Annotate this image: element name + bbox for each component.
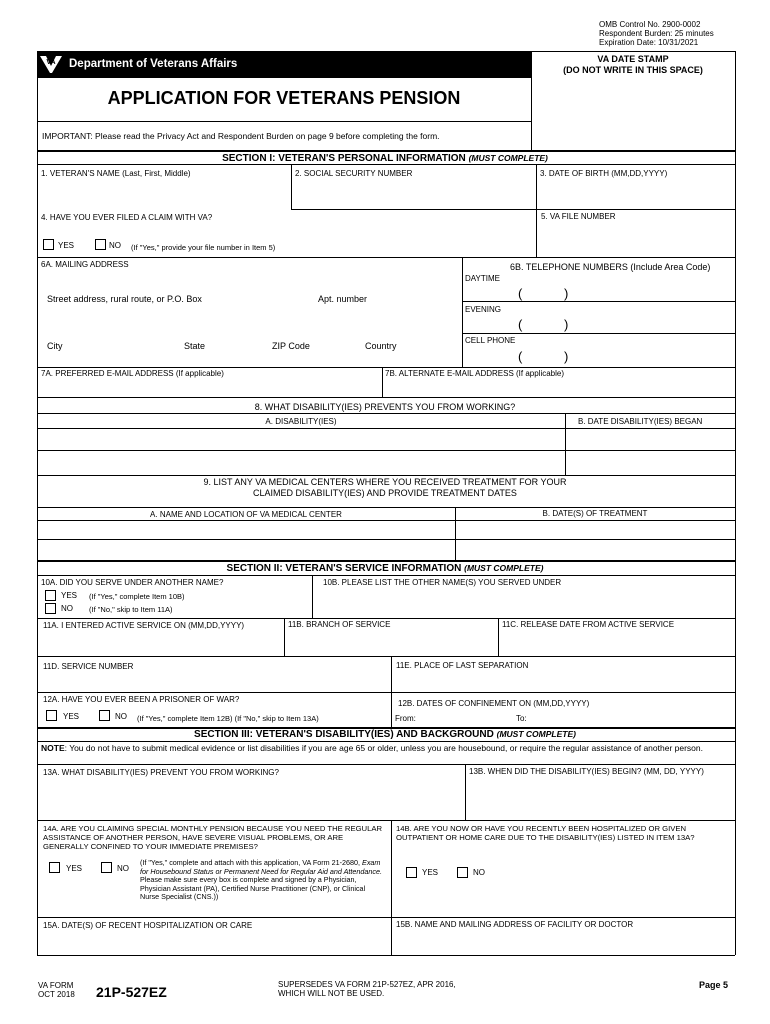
daytime-label: DAYTIME (465, 274, 500, 283)
field14b-label: 14B. ARE YOU NOW OR HAVE YOU RECENTLY BEEN HOSPITALIZED OR GIVEN OUTPATIENT OR HOME CARE DUE TO THE DISABILITY(IES) LISTED IN ITEM 13A? (396, 824, 695, 842)
zip-label: ZIP Code (272, 341, 310, 351)
field10b-label: 10B. PLEASE LIST THE OTHER NAME(S) YOU SERVED UNDER (323, 578, 562, 587)
footer-supersedes-2: WHICH WILL NOT BE USED. (278, 989, 385, 998)
va-logo-icon (39, 53, 63, 75)
footer-supersedes-1: SUPERSEDES VA FORM 21P-527EZ, APR 2016, (278, 980, 456, 989)
field9b-label: B. DATE(S) OF TREATMENT (542, 509, 648, 518)
agency-name: Department of Veterans Affairs (69, 58, 238, 70)
evening-label: EVENING (465, 305, 502, 314)
pow-yes-checkbox[interactable] (46, 710, 57, 721)
field11d-label: 11D. SERVICE NUMBER (43, 662, 134, 671)
confinement-to-label: To: (516, 714, 527, 723)
section3-heading: SECTION III: VETERAN'S DISABILITY(IES) AND BACKGROUND (MUST COMPLETE) (194, 729, 576, 740)
stamp-title: VA DATE STAMP (597, 54, 669, 64)
field13b-label: 13B. WHEN DID THE DISABILITY(IES) BEGIN? (MM, DD, YYYY) (469, 767, 704, 776)
field12b-label: 12B. DATES OF CONFINEMENT ON (MM,DD,YYYY) (398, 699, 590, 708)
field4-label: 4. HAVE YOU EVER FILED A CLAIM WITH VA? (41, 213, 213, 222)
other-name-yes-checkbox[interactable] (45, 590, 56, 601)
claim-note: (If "Yes," provide your file number in Item 5) (131, 243, 276, 252)
omb-control: OMB Control No. 2900-0002 (599, 20, 701, 29)
claim-no-checkbox[interactable] (95, 239, 106, 250)
field6b-label: 6B. TELEPHONE NUMBERS (Include Area Code) (510, 262, 711, 272)
footer-page: Page 5 (699, 980, 729, 990)
section2-heading: SECTION II: VETERAN'S SERVICE INFORMATION (MUST COMPLETE) (226, 563, 544, 574)
footer-va-form: VA FORM (38, 981, 74, 990)
street-label: Street address, rural route, or P.O. Box (47, 294, 202, 304)
field12a-label: 12A. HAVE YOU EVER BEEN A PRISONER OF WAR? (43, 695, 240, 704)
va-header (37, 51, 531, 77)
other-name-yes-note: (If "Yes," complete Item 10B) (89, 592, 185, 601)
field7b-label: 7B. ALTERNATE E-MAIL ADDRESS (If applicable) (385, 369, 565, 378)
confinement-from-label: From: (395, 714, 416, 723)
country-label: Country (365, 341, 397, 351)
field3-label: 3. DATE OF BIRTH (MM,DD,YYYY) (540, 169, 668, 178)
footer-form-number: 21P-527EZ (96, 984, 167, 1000)
pow-note: (If "Yes," complete Item 12B) (If "No," skip to Item 13A) (137, 714, 319, 723)
field6a-label: 6A. MAILING ADDRESS (41, 260, 129, 269)
omb-burden: Respondent Burden: 25 minutes (599, 29, 714, 38)
field11a-label: 11A. I ENTERED ACTIVE SERVICE ON (MM,DD,YYYY) (43, 621, 245, 630)
cell-label: CELL PHONE (465, 336, 516, 345)
claim-yes-label: YES (58, 241, 75, 250)
hospital-yes-checkbox[interactable] (406, 867, 417, 878)
ssn-input[interactable] (296, 188, 532, 204)
field10a-label: 10A. DID YOU SERVE UNDER ANOTHER NAME? (41, 578, 224, 587)
city-label: City (47, 341, 63, 351)
field8a-label: A. DISABILITY(IES) (265, 417, 337, 426)
field13a-label: 13A. WHAT DISABILITY(IES) PREVENT YOU FROM WORKING? (43, 768, 279, 777)
field15a-label: 15A. DATE(S) OF RECENT HOSPITALIZATION OR CARE (43, 921, 253, 930)
smp-no-checkbox[interactable] (101, 862, 112, 873)
pow-no-checkbox[interactable] (99, 710, 110, 721)
field11c-label: 11C. RELEASE DATE FROM ACTIVE SERVICE (502, 620, 675, 629)
field11e-label: 11E. PLACE OF LAST SEPARATION (396, 661, 529, 670)
field9-line1: 9. LIST ANY VA MEDICAL CENTERS WHERE YOU RECEIVED TREATMENT FOR YOUR (203, 477, 567, 487)
section3-note: NOTE: You do not have to submit medical evidence or list disabilities if you are age 65 or older, unless you are housebound, or require the regular assistance of another person. (41, 743, 703, 753)
field15b-label: 15B. NAME AND MAILING ADDRESS OF FACILITY OR DOCTOR (396, 920, 634, 929)
claim-yes-checkbox[interactable] (43, 239, 54, 250)
other-name-no-note: (If "No," skip to Item 11A) (89, 605, 173, 614)
field11b-label: 11B. BRANCH OF SERVICE (288, 620, 391, 629)
section1-heading: SECTION I: VETERAN'S PERSONAL INFORMATION (MUST COMPLETE) (222, 153, 548, 164)
field14a-note: (If "Yes," complete and attach with this application, VA Form 21-2680, Exam for Housebound Status or Permanent Need for Regular Aid and Attendance. Please make sure every box is complete and signed by a Physician, Physician Assistant (PA), Certified Nurse Practitioner (CNP), or Clinical Nurse Specialist (CNS.)) (140, 858, 382, 901)
omb-expiration: Expiration Date: 10/31/2021 (599, 38, 699, 47)
apt-label: Apt. number (318, 294, 368, 304)
field9-line2: CLAIMED DISABILITY(IES) AND PROVIDE TREATMENT DATES (253, 488, 517, 498)
field9a-label: A. NAME AND LOCATION OF VA MEDICAL CENTER (150, 510, 342, 519)
field5-label: 5. VA FILE NUMBER (541, 212, 616, 221)
state-label: State (184, 341, 206, 351)
field7a-label: 7A. PREFERRED E-MAIL ADDRESS (If applicable) (41, 369, 224, 378)
footer-date: OCT 2018 (38, 990, 75, 999)
stamp-subtitle: (DO NOT WRITE IN THIS SPACE) (563, 65, 703, 75)
field2-label: 2. SOCIAL SECURITY NUMBER (295, 169, 413, 178)
smp-yes-checkbox[interactable] (49, 862, 60, 873)
field8b-label: B. DATE DISABILITY(IES) BEGAN (578, 417, 703, 426)
hospital-no-checkbox[interactable] (457, 867, 468, 878)
field1-label: 1. VETERAN'S NAME (Last, First, Middle) (41, 169, 191, 178)
va-logo-text: VA (46, 59, 56, 66)
field8-label: 8. WHAT DISABILITY(IES) PREVENTS YOU FROM WORKING? (254, 402, 516, 412)
other-name-no-checkbox[interactable] (45, 603, 56, 614)
dob-input[interactable] (541, 188, 731, 204)
important-notice: IMPORTANT: Please read the Privacy Act and Respondent Burden on page 9 before completing the form. (42, 131, 440, 141)
form-title: APPLICATION FOR VETERANS PENSION (107, 88, 461, 108)
field14a-label: 14A. ARE YOU CLAIMING SPECIAL MONTHLY PENSION BECAUSE YOU NEED THE REGULAR ASSISTANCE OF ANOTHER PERSON, HAVE SEVERE VISUAL PROBLEMS, OR ARE GENERALLY CONFINED TO YOUR IMMEDIATE PREMISES? (43, 824, 383, 851)
claim-no-label: NO (109, 241, 121, 250)
veteran-name-input[interactable] (42, 188, 287, 204)
